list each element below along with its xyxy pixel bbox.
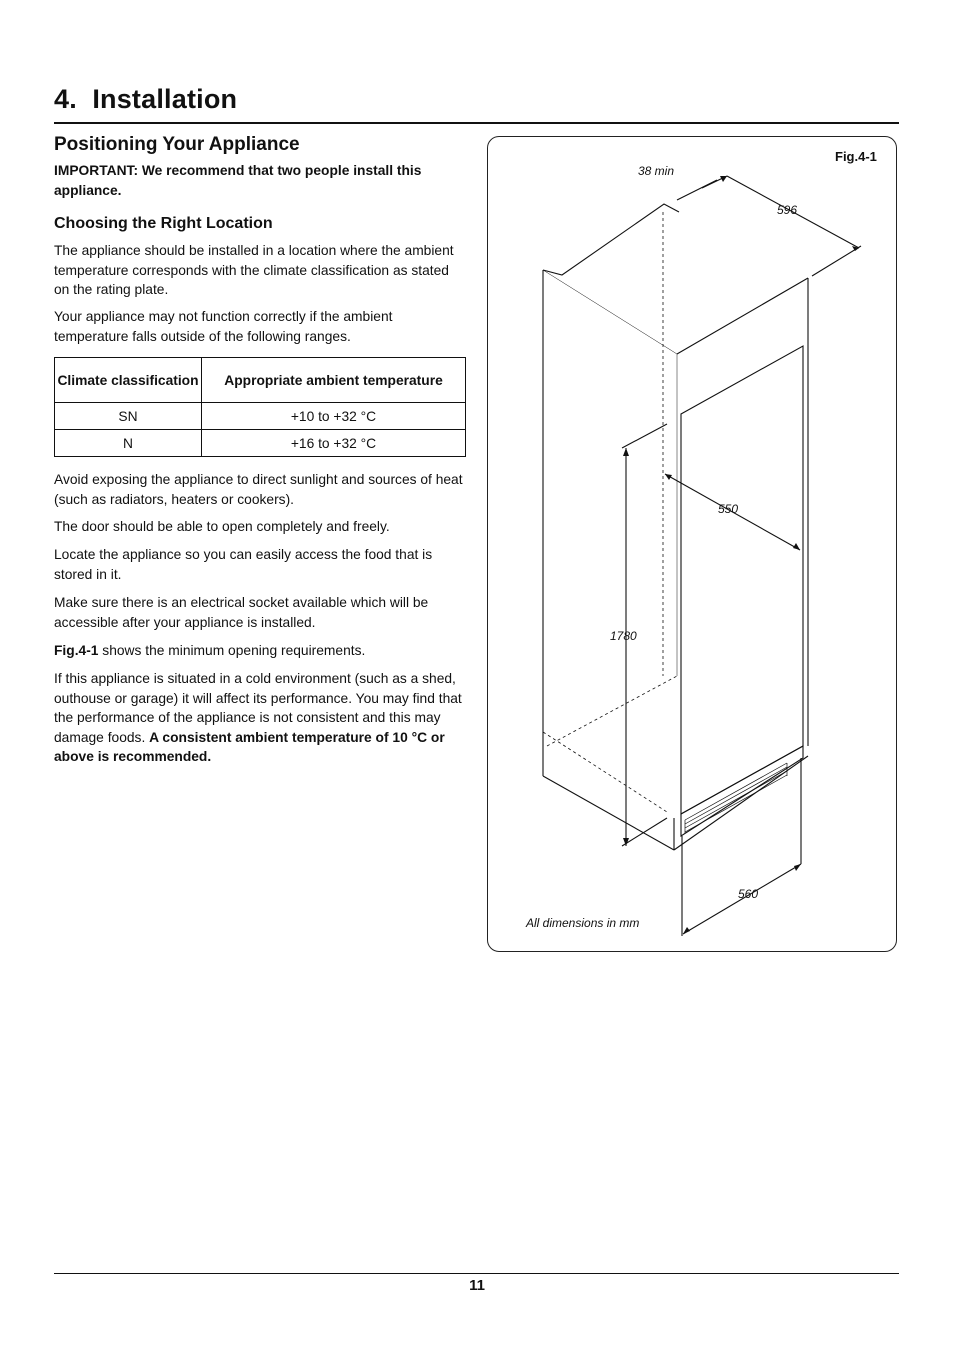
cold-text: If this appliance is situated in a cold environment (such as a shed, outhouse or garage) it will affect its performance. You may find that the performance of the appliance is not consistent and this may damage foods. xyxy=(54,671,462,745)
table-header-cell: Appropriate ambient temperature xyxy=(202,358,466,403)
appliance-door xyxy=(681,346,803,814)
dim-depth-label: 550 xyxy=(718,502,739,516)
page-title: 4. Installation xyxy=(54,84,238,114)
installation-diagram xyxy=(487,136,897,952)
table-header-cell: Climate classification xyxy=(55,358,202,403)
figure-reference: Fig.4-1 xyxy=(54,643,99,658)
dim-height-label: 1780 xyxy=(610,629,637,643)
title-rule xyxy=(54,122,899,124)
dimension-arrows xyxy=(623,176,859,934)
section-title: Positioning Your Appliance xyxy=(54,134,300,155)
paragraph-access: Locate the appliance so you can easily access the food that is stored in it. xyxy=(54,547,433,582)
table-row xyxy=(55,403,466,430)
dim-base-label: 560 xyxy=(738,887,759,901)
table-cell: SN xyxy=(55,403,202,430)
table-header-row xyxy=(55,358,466,403)
page-number: 11 xyxy=(469,1277,485,1294)
table-cell: N xyxy=(55,430,202,457)
dim-gap-line xyxy=(677,180,717,200)
plinth-top xyxy=(681,746,803,836)
paragraph-cold xyxy=(54,669,464,767)
paragraph-socket: Make sure there is an electrical socket available which will be accessible after your appliance is installed. xyxy=(54,595,429,630)
table-cell: +16 to +32 °C xyxy=(202,430,466,457)
cold-recommendation: A consistent ambient temperature of 10 °C or above is recommended. xyxy=(54,729,445,764)
niche-top-front xyxy=(677,278,808,354)
units-note: All dimensions in mm xyxy=(526,916,640,930)
paragraph-ambient: The appliance should be installed in a location where the ambient temperature corresponds with the climate classification as stated on the rating plate. xyxy=(54,243,454,297)
paragraph-door: The door should be able to open completely and freely. xyxy=(54,519,390,534)
subsection-title: Choosing the Right Location xyxy=(54,215,273,232)
climate-table xyxy=(54,357,466,457)
cabinet-top-edge xyxy=(543,204,679,275)
cabinet-bottom-edge xyxy=(543,776,674,850)
hidden-floor-left xyxy=(543,732,667,812)
paragraph-sunlight: Avoid exposing the appliance to direct sunlight and sources of heat (such as radiators, heaters or cookers). xyxy=(54,472,463,507)
plinth-bottom xyxy=(674,756,808,850)
figure-caption: Fig.4-1 xyxy=(835,149,877,164)
niche-top-left xyxy=(543,270,677,354)
figure-reference-text: shows the minimum opening requirements. xyxy=(98,643,366,658)
paragraph-ranges: Your appliance may not function correctly if the ambient temperature falls outside of the following ranges. xyxy=(54,309,393,344)
dim-gap-label: 38 min xyxy=(638,164,675,178)
plinth-grille xyxy=(685,763,787,833)
paragraph-figref xyxy=(54,641,464,661)
table-row xyxy=(55,430,466,457)
hidden-floor-back xyxy=(547,676,677,746)
footer-rule xyxy=(54,1273,899,1274)
dim-width-label: 596 xyxy=(777,203,798,217)
table-cell: +10 to +32 °C xyxy=(202,403,466,430)
important-note: IMPORTANT: We recommend that two people install this appliance. xyxy=(54,163,422,198)
